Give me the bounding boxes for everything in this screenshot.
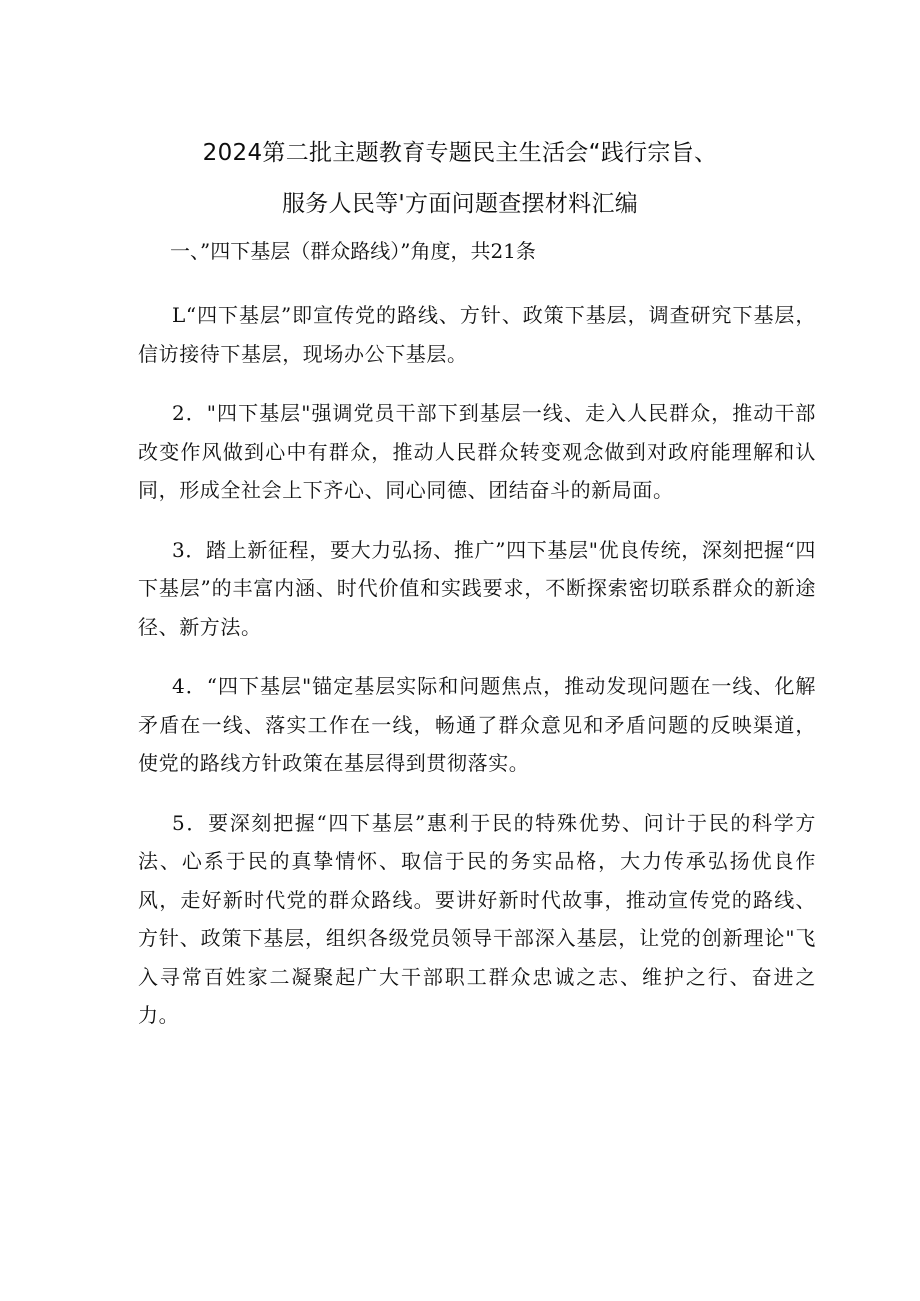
paragraph-1: L“四下基层”即宣传党的路线、方针、政策下基层，调查研究下基层，信访接待下基层，现场办公下基层。	[138, 303, 816, 366]
paragraph-4: 4．“四下基层"锚定基层实际和问题焦点，推动发现问题在一线、化解矛盾在一线、落实工作在一线，畅通了群众意见和矛盾问题的反映渠道，使党的路线方针政策在基层得到贯彻落实。	[138, 674, 816, 775]
document-title	[104, 128, 816, 230]
title-line-1: 2024第二批主题教育专题民主生活会“践行宗旨、	[202, 140, 718, 166]
title-line-2: 服务人民等'方面问题查摆材料汇编	[281, 191, 639, 217]
paragraph-3: 3．踏上新征程，要大力弘扬、推广”四下基层"优良传统，深刻把握“四下基层”的丰富内涵、时代价值和实践要求，不断探索密切联系群众的新途径、新方法。	[138, 537, 816, 639]
paragraph-2: 2．"四下基层"强调党员干部下到基层一线、走入人民群众，推动干部改变作风做到心中有群众，推动人民群众转变观念做到对政府能理解和认同，形成全社会上下齐心、同心同德、团结奋斗的新局面。	[138, 401, 816, 502]
section-heading: 一、”四下基层（群众路线）”角度，共21条	[170, 239, 536, 263]
paragraph-5: 5．要深刻把握“四下基层”惠利于民的特殊优势、问计于民的科学方法、心系于民的真挚情怀、取信于民的务实品格，大力传承弘扬优良作风，走好新时代党的群众路线。要讲好新时代故事，推动宣传党的路线、方针、政策下基层，组织各级党员领导干部深入基层，让党的创新理论"飞入寻常百姓家二凝聚起广大干部职工群众忠诚之志、维护之行、奋进之力。	[138, 810, 816, 1027]
